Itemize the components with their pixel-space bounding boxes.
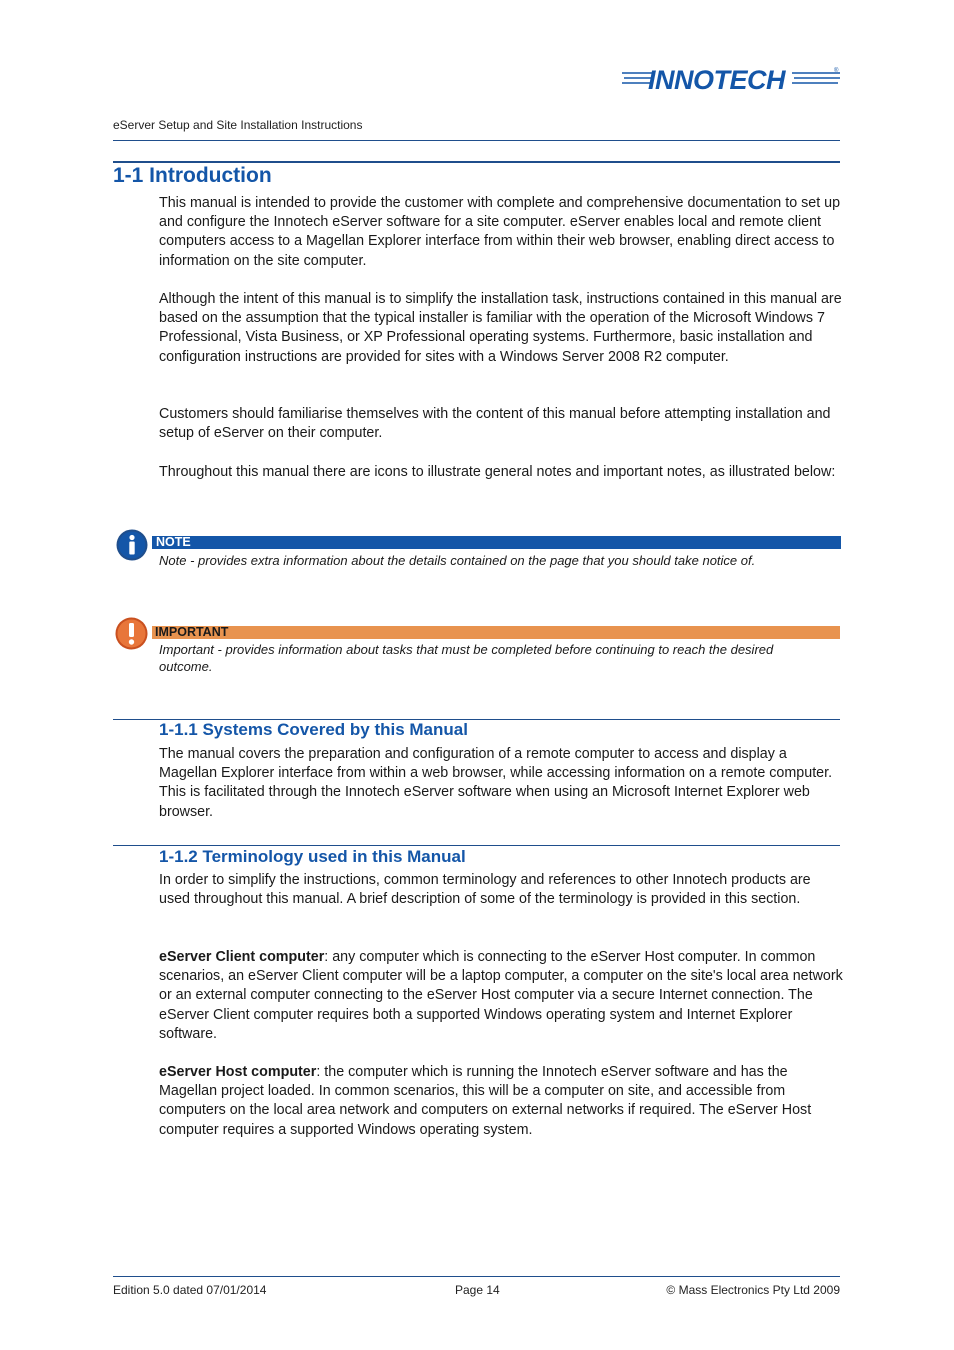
client-computer-description: : any computer which is connecting to the eServer Host computer. In common scenarios, an eServer Client computer will be a laptop computer, a computer on the site's local area network or an external computer connecting to the eServer Host computer via a secure Internet connection. The eServer Client computer requires both a supported Windows operating system and Internet Explorer software. xyxy=(159,949,843,1042)
important-label: IMPORTANT xyxy=(155,625,229,639)
section-rule xyxy=(113,161,840,163)
host-computer-term: eServer Host computer xyxy=(159,1064,317,1080)
note-text: Note - provides extra information about the details contained on the page that you should take notice of. xyxy=(159,553,756,568)
document-title: eServer Setup and Site Installation Instructions xyxy=(113,118,363,132)
note-label: NOTE xyxy=(156,535,191,549)
host-computer-definition xyxy=(159,1063,843,1140)
important-text: Important - provides information about tasks that must be completed before continuing to reach the desired outcome. xyxy=(159,642,774,674)
client-computer-definition xyxy=(159,948,843,1044)
footer-rule xyxy=(113,1276,840,1277)
host-computer-description: : the computer which is running the Innotech eServer software and has the Magellan project loaded. In common scenarios, this will be a computer on site, and accessible from computers on the local area network and computers on external networks if required. The eServer Host computer requires a supported Windows operating system. xyxy=(159,1064,812,1138)
footer-copyright: © Mass Electronics Pty Ltd 2009 xyxy=(666,1283,840,1297)
header-rule xyxy=(113,140,840,141)
note-bar xyxy=(152,536,841,549)
client-computer-term: eServer Client computer xyxy=(159,949,325,965)
info-icon xyxy=(116,529,148,561)
footer-edition: Edition 5.0 dated 07/01/2014 xyxy=(113,1283,267,1297)
svg-text:®: ® xyxy=(834,68,839,74)
logo-wordmark: INNOTECH xyxy=(648,65,785,94)
intro-paragraph-2: Although the intent of this manual is to simplify the installation task, instructions contained in this manual are based on the assumption that the typical installer is familiar with the operation of the Microsoft Windows 7 Professional, Vista Business, or XP Professional operating systems. Furthermore, basic installation and configuration instructions are provided for sites with a Windows Server 2008 R2 computer. xyxy=(159,291,842,365)
intro-paragraph-3: Customers should familiarise themselves with the content of this manual before attempting installation and setup of eServer on their computer. xyxy=(159,406,831,442)
section-title: 1-1 Introduction xyxy=(113,164,272,187)
warning-icon xyxy=(115,617,148,650)
intro-paragraph-4: Throughout this manual there are icons to illustrate general notes and important notes, as illustrated below: xyxy=(159,464,836,480)
innotech-logo xyxy=(622,64,842,94)
footer-page-number: Page 14 xyxy=(455,1283,500,1297)
intro-paragraph-1: This manual is intended to provide the customer with complete and comprehensive documentation to set up and configure the Innotech eServer software for a site computer. eServer enables local and remote client computers access to a Magellan Explorer interface from within their web browser, enabling direct access to information on the site computer. xyxy=(159,195,841,269)
subsection-2-title: 1-1.2 Terminology used in this Manual xyxy=(159,847,466,866)
subsection-1-paragraph: The manual covers the preparation and configuration of a remote computer to access and display a Magellan Explorer interface from within a web browser, while accessing information on a remote computer. This is facilitated through the Innotech eServer software when using an Microsoft Internet Explorer web browser. xyxy=(159,746,833,820)
terminology-intro-paragraph: In order to simplify the instructions, common terminology and references to other Innotech products are used throughout this manual. A brief description of some of the terminology is provided in this section. xyxy=(159,872,811,908)
important-bar xyxy=(152,626,840,639)
subsection-1-title: 1-1.1 Systems Covered by this Manual xyxy=(159,720,468,739)
subsection-2-rule xyxy=(113,845,840,846)
